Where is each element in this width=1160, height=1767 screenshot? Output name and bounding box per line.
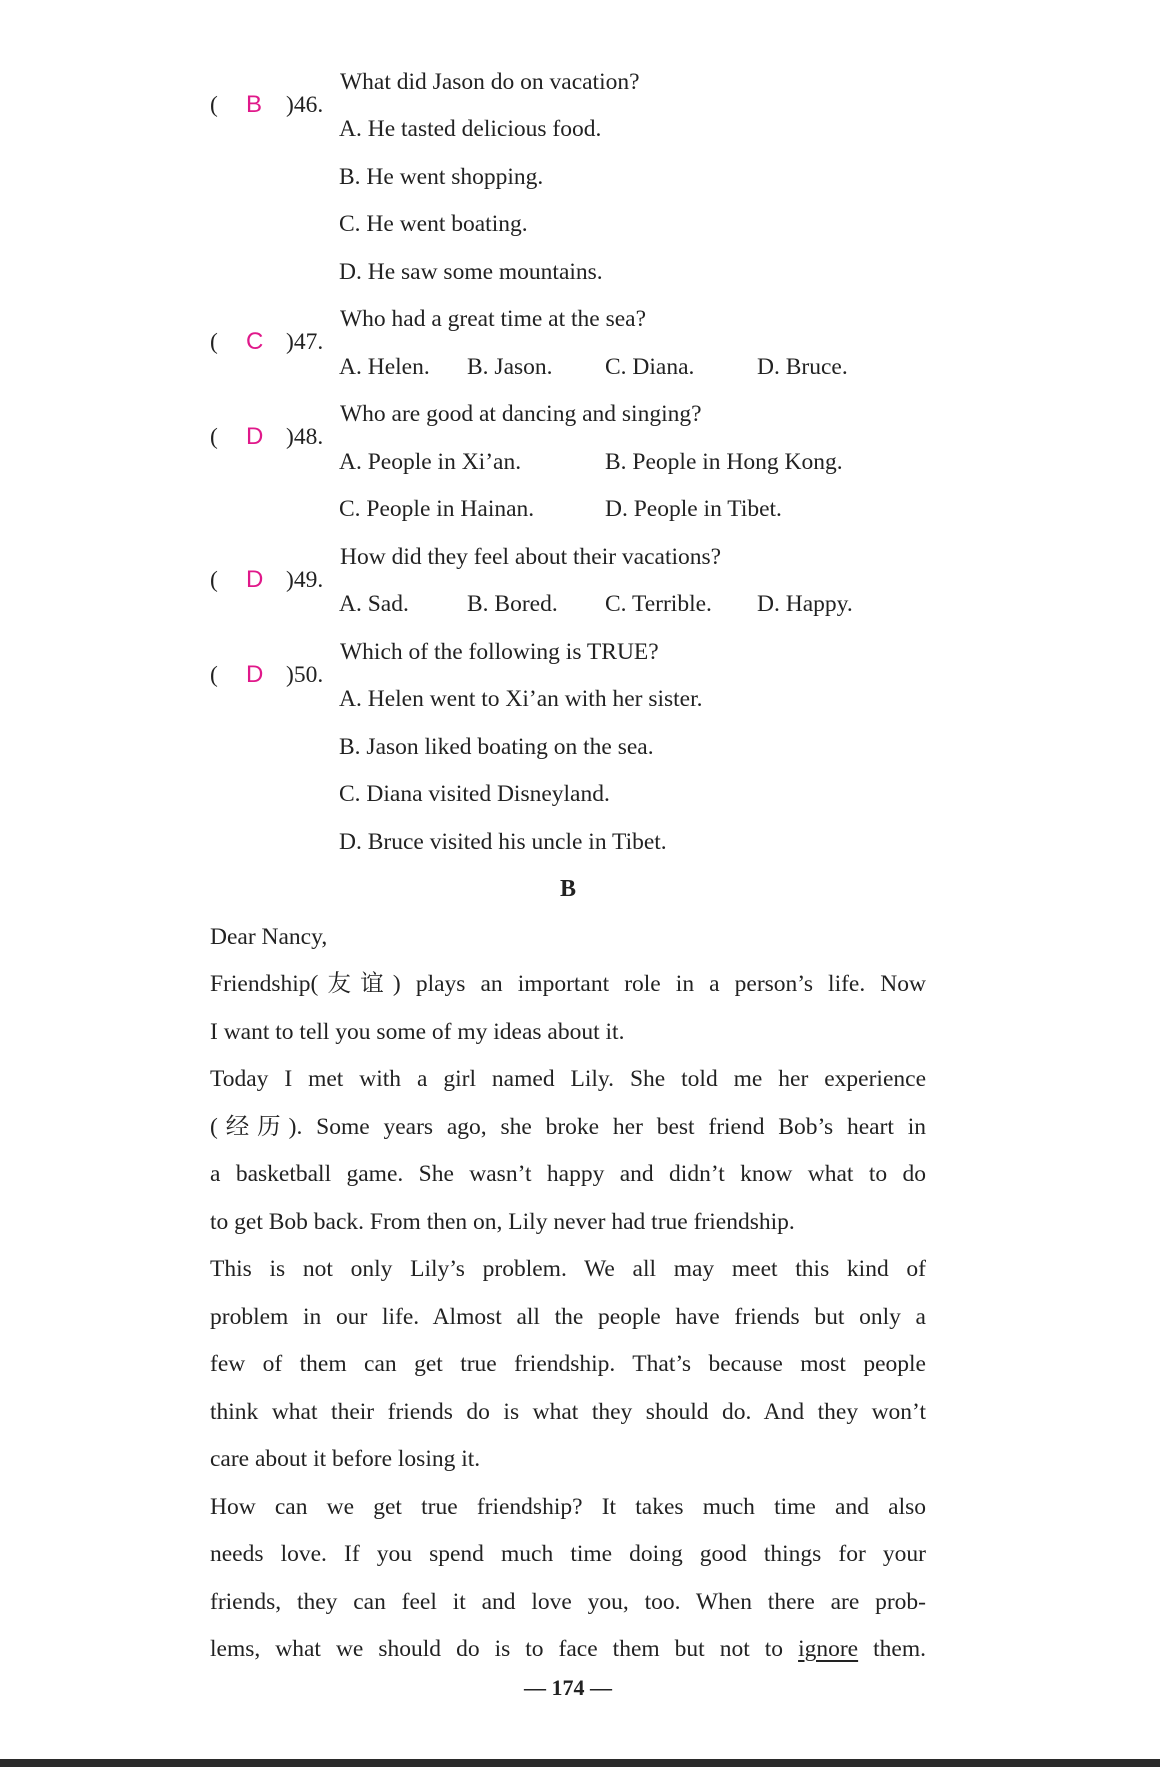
letter-greeting: Dear Nancy, xyxy=(210,924,328,950)
option: B. Jason. xyxy=(467,354,553,380)
question-text: Which of the following is TRUE? xyxy=(340,639,659,665)
answer-letter: D xyxy=(246,661,264,688)
answer-letter: D xyxy=(246,423,264,450)
question-50: ( D )50. Which of the following is TRUE? xyxy=(210,636,1010,668)
option: D. Happy. xyxy=(757,591,853,617)
question-48: ( D )48. Who are good at dancing and singing? xyxy=(210,398,1010,430)
option: D. Bruce visited his uncle in Tibet. xyxy=(339,829,667,855)
option: A. Helen. xyxy=(339,354,430,380)
letter-line: few of them can get true friendship. That’s because most people xyxy=(210,1351,926,1377)
letter-line: think what their friends do is what they should do. And they won’t xyxy=(210,1398,926,1425)
letter-line: needs love. If you spend much time doing good things for your xyxy=(210,1541,926,1567)
option: B. People in Hong Kong. xyxy=(605,449,843,475)
question-text: Who had a great time at the sea? xyxy=(340,306,647,332)
option: C. Terrible. xyxy=(605,591,712,617)
option: A. He tasted delicious food. xyxy=(339,116,602,142)
letter-line: problem in our life. Almost all the people have friends but only a xyxy=(210,1303,926,1330)
question-number: )47. xyxy=(286,329,324,355)
answer-letter: B xyxy=(246,91,263,118)
question-text: How did they feel about their vacations? xyxy=(340,544,722,570)
answer-letter: D xyxy=(246,566,264,593)
question-47: ( C )47. Who had a great time at the sea? xyxy=(210,303,1010,335)
option: A. Sad. xyxy=(339,591,409,617)
letter-line: to get Bob back. From then on, Lily never had true friendship. xyxy=(210,1208,795,1235)
section-title: B xyxy=(559,876,576,902)
question-number: )46. xyxy=(286,92,324,118)
question-number: )48. xyxy=(286,424,324,450)
option: A. Helen went to Xi’an with her sister. xyxy=(339,686,703,712)
option: D. Bruce. xyxy=(757,354,848,380)
option: C. He went boating. xyxy=(339,211,528,237)
option: C. Diana visited Disneyland. xyxy=(339,781,610,807)
letter-line: How can we get true friendship? It takes much time and also xyxy=(210,1493,926,1520)
question-number: )50. xyxy=(286,662,324,688)
underlined-word: ignore xyxy=(798,1636,859,1662)
question-49: ( D )49. How did they feel about their vacations? xyxy=(210,541,1010,573)
letter-line: (经历). Some years ago, she broke her best friend Bob’s heart in xyxy=(210,1113,926,1140)
option: A. People in Xi’an. xyxy=(339,449,522,475)
option: B. Bored. xyxy=(467,591,558,617)
question-text: Who are good at dancing and singing? xyxy=(340,401,702,427)
letter-line: Friendship(友谊) plays an important role in a person’s life. Now xyxy=(210,971,926,997)
question-number: )49. xyxy=(286,567,324,593)
option: D. People in Tibet. xyxy=(605,496,782,522)
letter-line: friends, they can feel it and love you, too. When there are prob- xyxy=(210,1588,926,1615)
question-46: ( B )46. What did Jason do on vacation? xyxy=(210,66,1010,98)
bottom-border xyxy=(0,1759,1160,1767)
page-number: — 174 — xyxy=(524,1675,612,1700)
letter-line: care about it before losing it. xyxy=(210,1446,481,1472)
option: B. Jason liked boating on the sea. xyxy=(339,734,654,760)
letter-line-last: lems, what we should do is to face them but not to ignore them. xyxy=(210,1636,926,1662)
option: D. He saw some mountains. xyxy=(339,259,603,285)
letter-line: Today I met with a girl named Lily. She told me her experience xyxy=(210,1066,926,1092)
option: C. People in Hainan. xyxy=(339,496,535,522)
letter-line: a basketball game. She wasn’t happy and didn’t know what to do xyxy=(210,1161,926,1187)
option: B. He went shopping. xyxy=(339,164,544,190)
letter-body xyxy=(210,968,926,1681)
letter-line: This is not only Lily’s problem. We all may meet this kind of xyxy=(210,1256,926,1282)
letter-line: I want to tell you some of my ideas about it. xyxy=(210,1018,625,1045)
answer-letter: C xyxy=(246,328,264,355)
option: C. Diana. xyxy=(605,354,695,380)
question-text: What did Jason do on vacation? xyxy=(340,69,640,95)
